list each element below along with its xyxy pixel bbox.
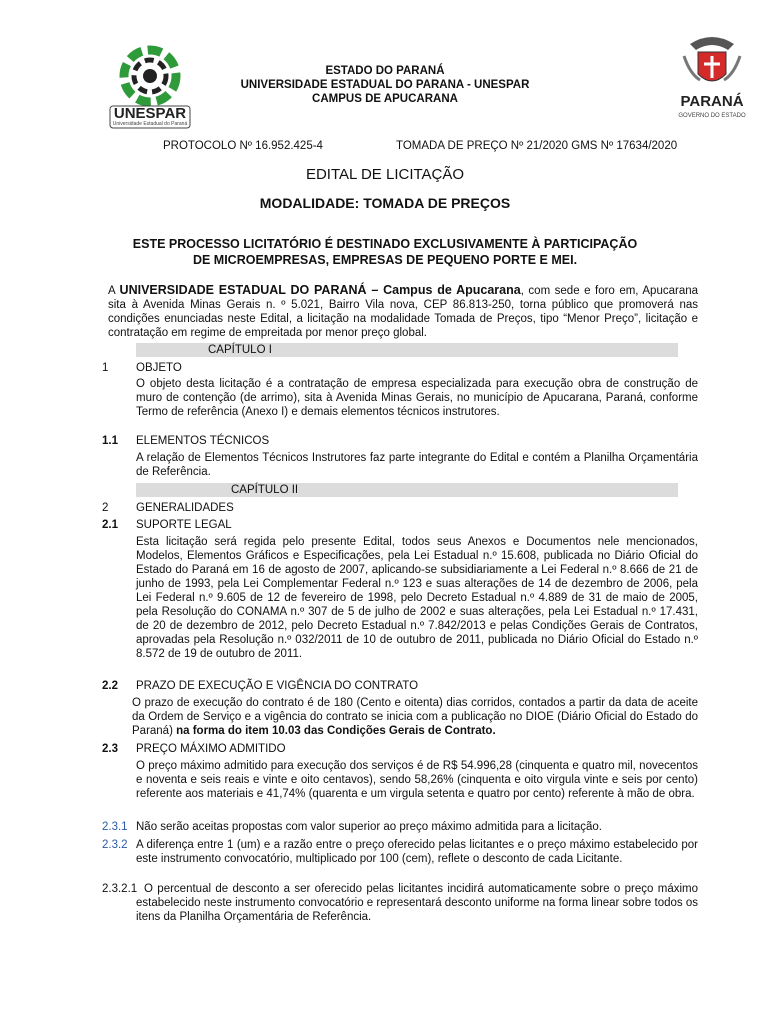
parana-logo-name: PARANÁ [680,93,744,110]
header-state: ESTADO DO PARANÁ [325,65,445,77]
unespar-logo-sub: Universidade Estadual do Paraná [112,121,188,127]
tender-number: TOMADA DE PREÇO Nº 21/2020 GMS Nº 17634/2020 [396,140,678,152]
section-2-title: GENERALIDADES [136,502,234,514]
parana-logo-sub: GOVERNO DO ESTADO [678,113,746,119]
section-2-3-number: 2.3 [102,743,118,755]
section-2-3-text: O preço máximo admitido para execução dos serviços é de R$ 54.996,28 (cinquenta e quatro mil, novecentos e noventa e seis reais e vinte e oito centavos), sendo 58,26% (cinquenta e oito virgula vinte e seis por cento) referente aos materiais e 41,74% (quarenta e um virgula setenta e quatro por cento) referente à mão de obra. [136,760,698,800]
section-1-text: O objeto desta licitação é a contratação de empresa especializada para execução obra de construção de muro de contenção (de arrimo), sita à Avenida Minas Gerais, no município de Apucarana, Paraná, conforme Termo de referência (Anexo I) e demais elementos técnicos instrutores. [136,378,698,418]
section-2-3-1-text: Não serão aceitas propostas com valor superior ao preço máximo admitida para a licitação. [136,821,602,833]
section-2-3-2-1-number: 2.3.2.1 [102,883,138,895]
section-2-3-title: PREÇO MÁXIMO ADMITIDO [136,743,286,755]
exclusive-notice-line2: DE MICROEMPRESAS, EMPRESAS DE PEQUENO PORTE E MEI. [192,253,578,267]
section-2-2-text [132,696,698,738]
section-1-title: OBJETO [136,362,182,374]
modality-heading: MODALIDADE: TOMADA DE PREÇOS [259,195,511,211]
intro-paragraph [108,283,698,340]
chapter-2-label: CAPÍTULO II [231,484,299,496]
exclusive-notice-line1: ESTE PROCESSO LICITATÓRIO É DESTINADO EXCLUSIVAMENTE À PARTICIPAÇÃO [132,237,638,251]
section-1-1-text: A relação de Elementos Técnicos Instrutores faz parte integrante do Edital e contém a Planilha Orçamentária de Referência. [136,452,698,478]
section-2-3-2-1-text: O percentual de desconto a ser oferecido pelas licitantes incidirá automaticamente sobre o preço máximo estabelecido neste instrumento convocatório e representará desconto uniforme na forma linear sobre todos os itens da Planilha Orçamentária de Referência. [136,883,698,923]
document-title: EDITAL DE LICITAÇÃO [305,166,465,183]
intro-entity: UNIVERSIDADE ESTADUAL DO PARANÁ – Campus de Apucarana [119,283,521,297]
section-2-2-title: PRAZO DE EXECUÇÃO E VIGÊNCIA DO CONTRATO [136,680,419,692]
section-2-1-title: SUPORTE LEGAL [136,519,232,531]
section-2-1-number: 2.1 [102,519,118,531]
section-1-1-title: ELEMENTOS TÉCNICOS [136,435,270,447]
chapter-1-band [136,343,678,357]
section-2-1-text: Esta licitação será regida pelo presente Edital, todos seus Anexos e Documentos nele mencionados, Modelos, Elementos Gráficos e Especificações, pela Lei Estadual n.º 15.608, publicada no Diário Oficial do Estado do Paraná em 16 de agosto de 2007, aplicando-se subsidiariamente a Lei Federal n.º 8.666 de 21 de junho de 1993, pela Lei Complementar Federal n.º 123 e suas alterações de 14 de dezembro de 2006, pela Lei Federal n.º 9.605 de 12 de fevereiro de 1998, pelo Decreto Estadual n.º 4.889 de 31 de maio de 2005, pela Resolução do CONAMA n.º 307 de 5 de julho de 2002 e suas alterações, pela Lei Estadual n.º 17.431, de 20 de dezembro de 2012, pelo Decreto Estadual n.º 7.842/2013 e pelas Condições Gerais de Contratos, aprovadas pela Resolução n.º 032/2011 de 10 de outubro de 2011, publicada no Diário Oficial do Estado n.º 8.572 de 19 de outubro de 2011. [136,536,698,660]
chapter-1-label: CAPÍTULO I [208,344,272,356]
header-university: UNIVERSIDADE ESTADUAL DO PARANA - UNESPAR [240,79,530,91]
section-2-3-2-text: A diferença entre 1 (um) e a razão entre o preço oferecido pelas licitantes e o preço máximo estabelecido por este instrumento convocatório, multiplicado por 100 (cem), reflete o desconto de cada Licitante. [136,839,698,865]
section-2-2-bold: na forma do item 10.03 das Condições Gerais de Contrato. [176,725,496,737]
section-1-number: 1 [102,362,109,374]
section-2-number: 2 [102,502,109,514]
chapter-2-band [136,483,678,497]
protocol-number: PROTOCOLO Nº 16.952.425-4 [163,140,323,152]
section-2-3-2-number: 2.3.2 [102,839,128,851]
section-2-2-body: O prazo de execução do contrato é de 180 (Cento e oitenta) dias corridos, contados a partir da data de aceite da Ordem de Serviço e a vigência do contrato se inicia com a publicação no DIOE (Diário Oficial do Estado do Paraná) [132,697,698,737]
header-campus: CAMPUS DE APUCARANA [312,93,458,105]
intro-rest: , com sede e foro em, Apucarana sita à Avenida Minas Gerais n. º 5.021, Bairro Vila nova, CEP 86.813-250, torna público que promoverá nas condições enunciadas neste Edital, a licitação na modalidade Tomada de Preços, tipo “Menor Preço”, licitação e contratação em regime de empreitada por menor preço global. [108,285,699,339]
section-2-3-1-number: 2.3.1 [102,821,128,833]
section-2-2-number: 2.2 [102,680,118,692]
section-1-1-number: 1.1 [102,435,118,447]
unespar-logo-name: UNESPAR [113,105,187,122]
intro-article: A [108,285,120,297]
